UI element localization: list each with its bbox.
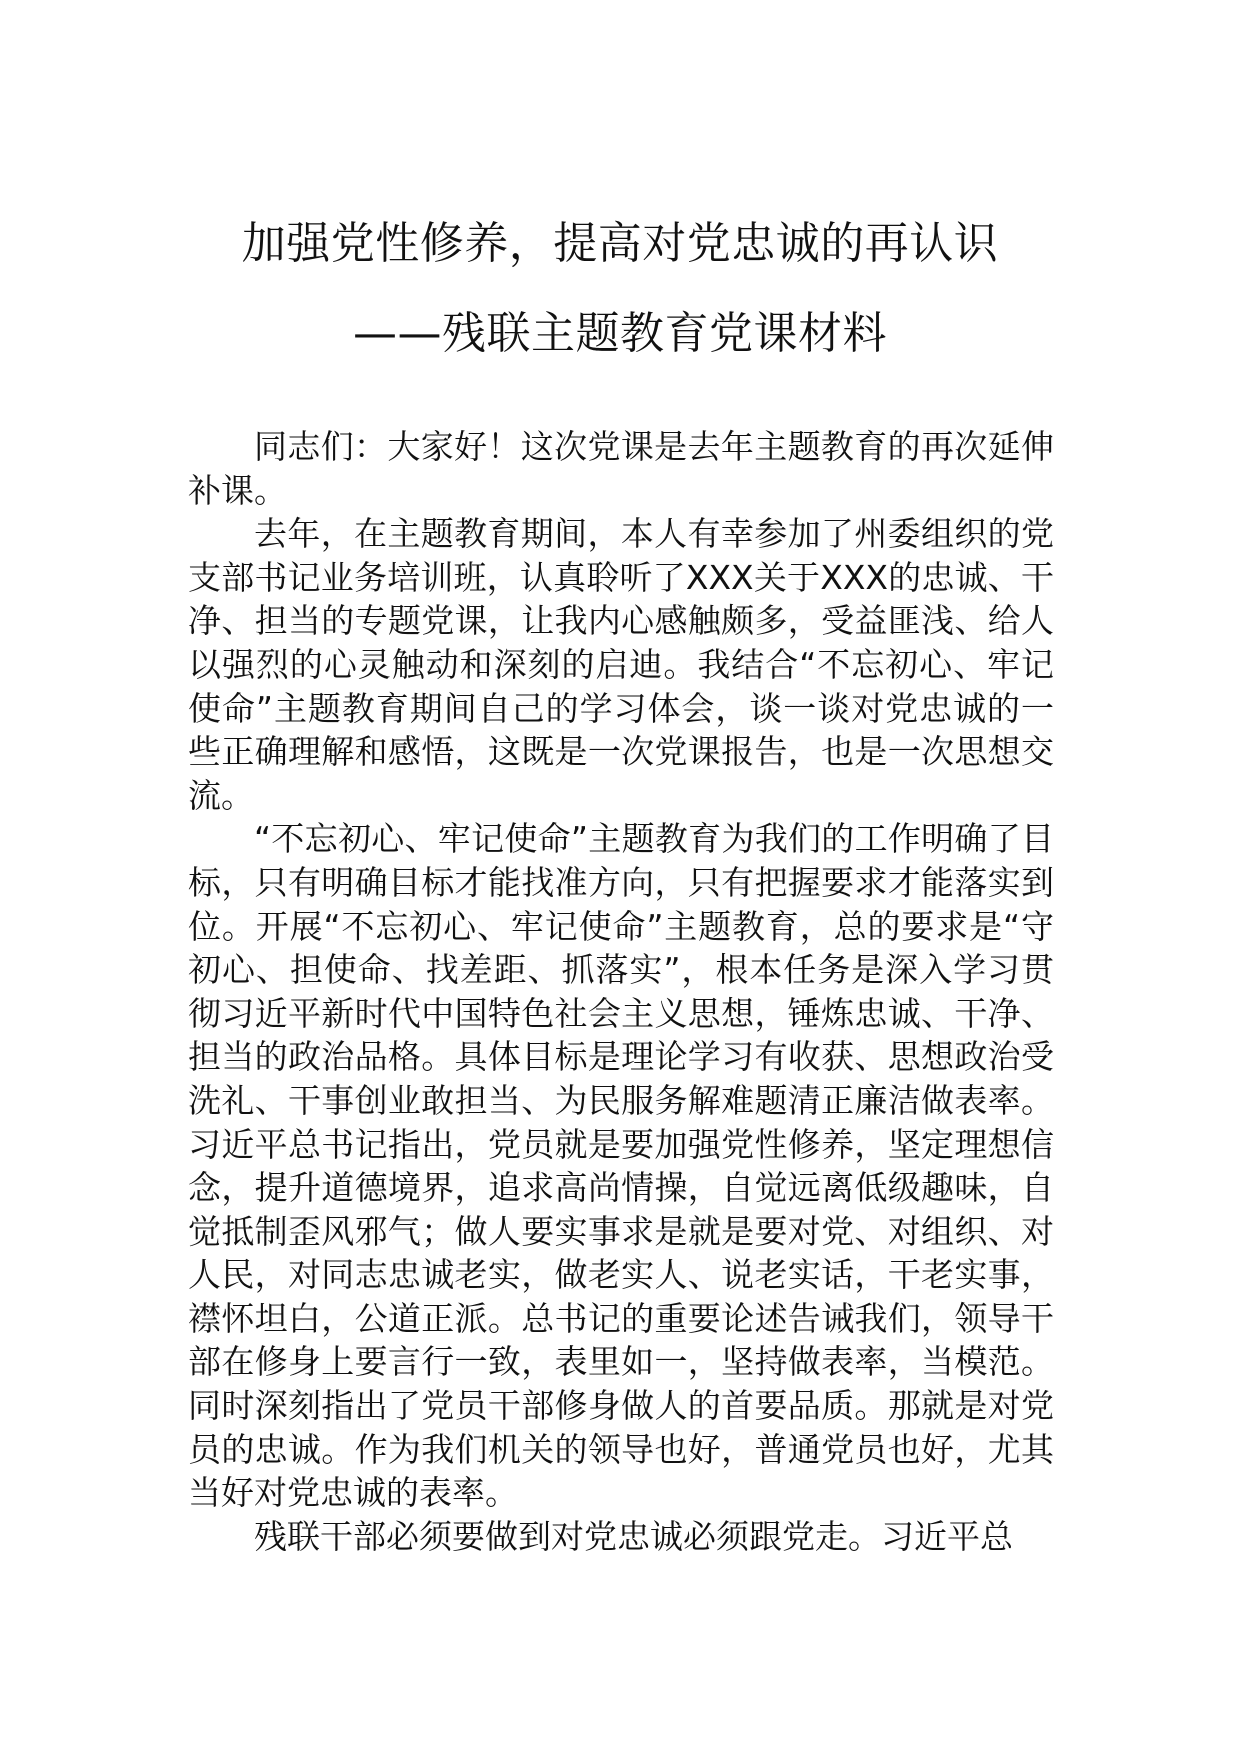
paragraph-theme-education: “不忘初心、牢记使命”主题教育为我们的工作明确了目标，只有明确目标才能找准方向，只有把握要求才能落实到位。开展“不忘初心、牢记使命”主题教育，总的要求是“守初心、担使命、找差距、抓落实”，根本任务是深入学习贯彻习近平新时代中国特色社会主义思想，锤炼忠诚、干净、担当的政治品格。具体目标是理论学习有收获、思想政治受洗礼、干事创业敢担当、为民服务解难题清正廉洁做表率。习近平总书记指出，党员就是要加强党性修养，坚定理想信念，提升道德境界，追求高尚情操，自觉远离低级趣味，自觉抵制歪风邪气；做人要实事求是就是要对党、对组织、对人民，对同志忠诚老实，做老实人、说老实话，干老实事，襟怀坦白，公道正派。总书记的重要论述告诫我们，领导干部在修身上要言行一致，表里如一，坚持做表率，当模范。同时深刻指出了党员干部修身做人的首要品质。那就是对党员的忠诚。作为我们机关的领导也好，普通党员也好，尤其当好对党忠诚的表率。 [188, 819, 1054, 1513]
document-subtitle: ——残联主题教育党课材料 [353, 308, 887, 359]
paragraph-last-year: 去年，在主题教育期间，本人有幸参加了州委组织的党支部书记业务培训班，认真聆听了XXX关于XXX的忠诚、干净、担当的专题党课，让我内心感触颇多，受益匪浅、给人以强烈的心灵触动和深刻的启迪。我结合“不忘初心、牢记使命”主题教育期间自己的学习体会，谈一谈对党忠诚的一些正确理解和感悟，这既是一次党课报告，也是一次思想交流。 [188, 514, 1054, 815]
paragraph-greeting: 同志们：大家好！这次党课是去年主题教育的再次延伸补课。 [188, 427, 1054, 510]
paragraph-loyalty: 残联干部必须要做到对党忠诚必须跟党走。习近平总 [254, 1516, 1013, 1556]
document-title: 加强党性修养，提高对党忠诚的再认识 [241, 218, 999, 269]
document-body [188, 425, 1054, 1558]
